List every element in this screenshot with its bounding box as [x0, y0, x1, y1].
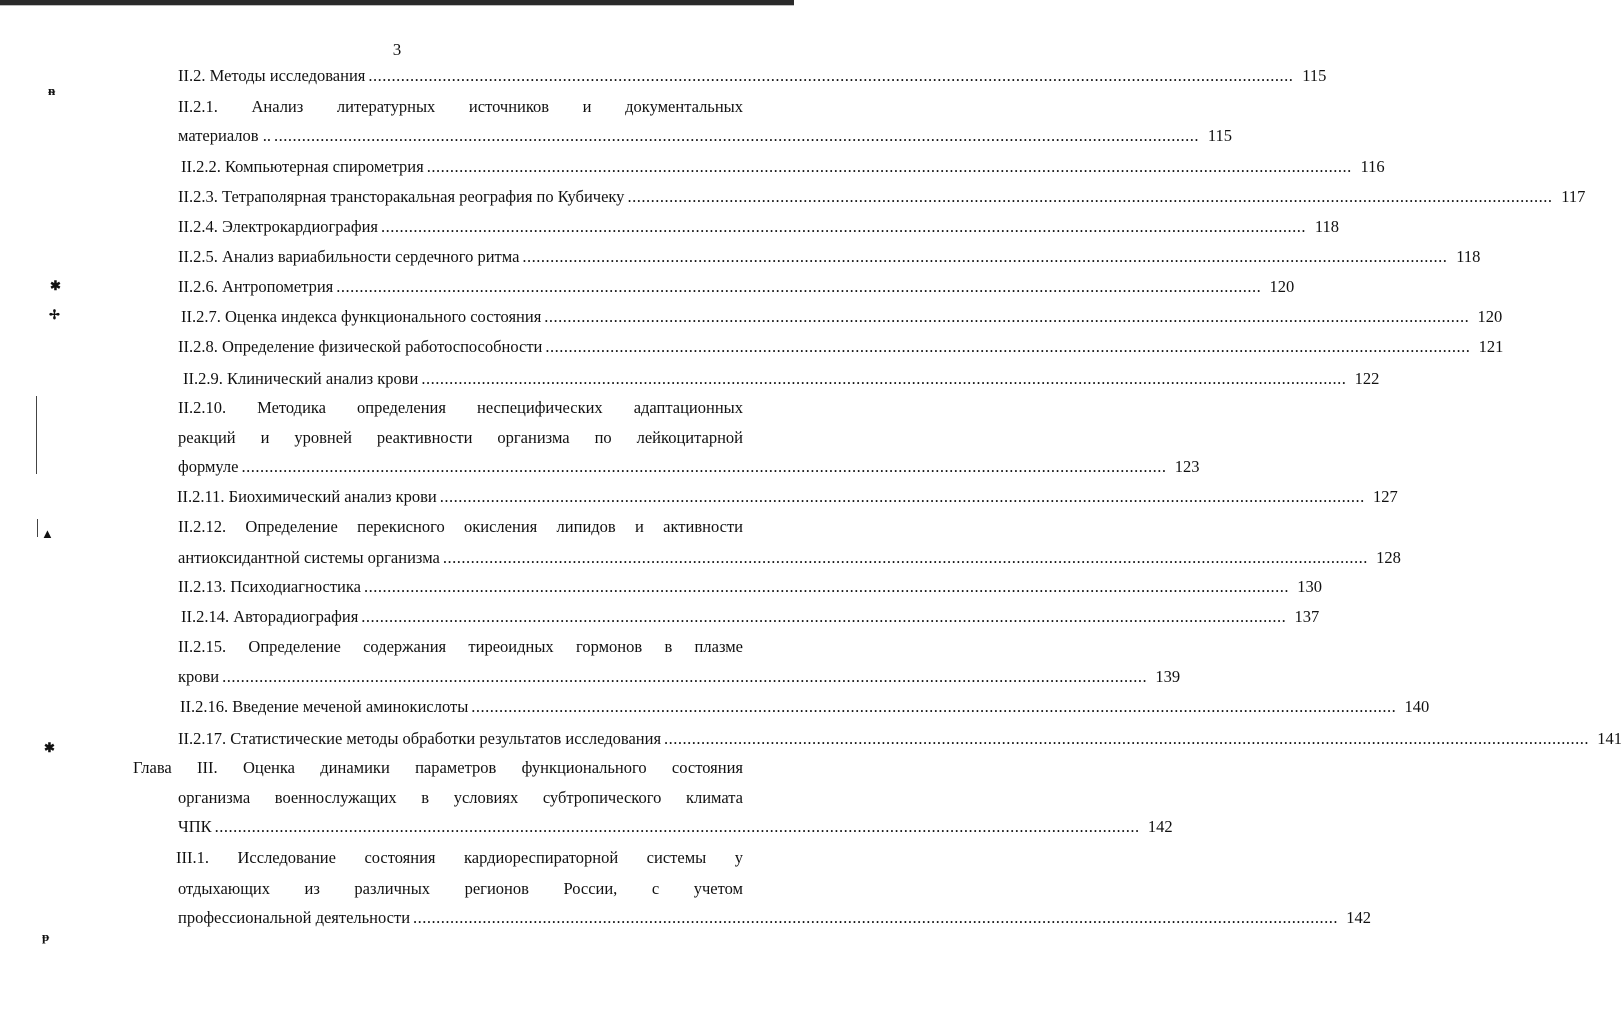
toc-entry[interactable] — [178, 185, 1586, 209]
toc-entry-title: II.2.10. Методика определения неспецифических адаптационных — [178, 398, 743, 417]
toc-entry[interactable] — [178, 546, 1401, 570]
toc-entry-page: 123 — [1174, 457, 1200, 476]
toc-entry-page: 128 — [1376, 548, 1401, 567]
toc-entry-title: II.2.16. Введение меченой аминокислоты — [180, 697, 469, 716]
toc-entry[interactable] — [178, 64, 1327, 88]
toc-entry-title: II.2.4. Электрокардиография — [178, 217, 378, 236]
leader-dots: ........................................................................................................................................................................................................ — [471, 697, 1397, 716]
toc-entry-title: II.2.14. Авторадиография — [181, 607, 359, 626]
leader-dots: ........................................................................................................................................................................................................ — [273, 126, 1199, 145]
toc-entry-page: 137 — [1294, 607, 1320, 626]
toc-entry[interactable] — [178, 727, 1622, 751]
toc-entry-line[interactable] — [178, 95, 743, 119]
scan-margin-line — [36, 396, 37, 474]
toc-entry-page: 140 — [1404, 697, 1430, 716]
toc-entry-page: 130 — [1297, 577, 1322, 596]
toc-entry-title: II.2.15. Определение содержания тиреоидных гормонов в плазме — [178, 637, 743, 656]
toc-entry-title: II.2.9. Клинический анализ крови — [183, 369, 419, 388]
toc-entry-page: 118 — [1314, 217, 1339, 236]
leader-dots: ........................................................................................................................................................................................................ — [222, 667, 1148, 686]
toc-entry-title: отдыхающих из различных регионов России, с учетом — [178, 879, 743, 898]
scan-artifact-mark: ▲ — [41, 526, 54, 541]
leader-dots: ........................................................................................................................................................................................................ — [421, 369, 1347, 388]
toc-entry-title: антиоксидантной системы организма — [178, 548, 440, 567]
scan-margin-line — [37, 519, 38, 537]
toc-entry-line[interactable] — [178, 515, 743, 539]
toc-entry[interactable] — [178, 245, 1481, 269]
toc-entry[interactable] — [178, 275, 1295, 299]
scan-artifact-mark: ᵽ — [42, 929, 50, 944]
leader-dots: ........................................................................................................................................................................................................ — [426, 157, 1352, 176]
toc-entry-title: реакций и уровней реактивности организма по лейкоцитарной — [178, 428, 743, 447]
toc-entry-title: II.2.12. Определение перекисного окисления липидов и активности — [178, 517, 743, 536]
toc-entry[interactable] — [178, 575, 1322, 599]
toc-entry-title: Глава III. Оценка динамики параметров функционального состояния — [133, 758, 743, 777]
leader-dots: ........................................................................................................................................................................................................ — [361, 607, 1287, 626]
toc-entry-title: II.2.17. Статистические методы обработки результатов исследования — [178, 729, 662, 748]
toc-entry-line[interactable] — [178, 877, 743, 901]
toc-entry-title: III.1. Исследование состояния кардиореспираторной системы у — [176, 848, 743, 867]
leader-dots: ........................................................................................................................................................................................................ — [544, 307, 1470, 326]
toc-entry-title: II.2.2. Компьютерная спирометрия — [181, 157, 424, 176]
leader-dots: ........................................................................................................................................................................................................ — [214, 817, 1140, 836]
page-number: 3 — [392, 40, 402, 59]
toc-entry-title: организма военнослужащих в условиях субтропического климата — [178, 788, 743, 807]
toc-entry-line[interactable] — [178, 635, 743, 659]
toc-entry-title: II.2.6. Антропометрия — [178, 277, 334, 296]
toc-entry-title: крови — [178, 667, 220, 686]
leader-dots: ........................................................................................................................................................................................................ — [439, 487, 1365, 506]
toc-entry[interactable] — [178, 665, 1181, 689]
toc-entry-page: 142 — [1147, 817, 1173, 836]
toc-entry-page: 120 — [1269, 277, 1295, 296]
leader-dots: ........................................................................................................................................................................................................ — [368, 66, 1294, 85]
toc-entry-page: 121 — [1478, 337, 1504, 356]
toc-entry-title: формуле — [178, 457, 239, 476]
leader-dots: ........................................................................................................................................................................................................ — [442, 548, 1368, 567]
toc-entry-page: 118 — [1456, 247, 1481, 266]
toc-entry-line[interactable] — [133, 756, 743, 780]
toc-entry-title: II.2.8. Определение физической работоспособности — [178, 337, 543, 356]
leader-dots: ........................................................................................................................................................................................................ — [664, 729, 1590, 748]
toc-entry-title: II.2.1. Анализ литературных источников и документальных — [178, 97, 743, 116]
toc-entry-line[interactable] — [176, 846, 743, 870]
leader-dots: ........................................................................................................................................................................................................ — [545, 337, 1471, 356]
toc-entry-line[interactable] — [178, 426, 743, 450]
toc-entry-page: 142 — [1346, 908, 1372, 927]
toc-entry[interactable] — [181, 155, 1385, 179]
leader-dots: ........................................................................................................................................................................................................ — [627, 187, 1553, 206]
toc-entry-title: профессиональной деятельности — [178, 908, 411, 927]
leader-dots: ........................................................................................................................................................................................................ — [413, 908, 1339, 927]
toc-entry-page: 117 — [1561, 187, 1586, 206]
toc-entry-title: II.2.7. Оценка индекса функционального состояния — [181, 307, 542, 326]
toc-entry-page: 141 — [1597, 729, 1622, 748]
toc-entry[interactable] — [177, 485, 1398, 509]
toc-entry-page: 115 — [1302, 66, 1327, 85]
toc-entry-page: 122 — [1354, 369, 1380, 388]
toc-entry-title: II.2.11. Биохимический анализ крови — [177, 487, 437, 506]
toc-entry-page: 139 — [1155, 667, 1181, 686]
toc-entry-title: II.2.5. Анализ вариабильности сердечного ритма — [178, 247, 520, 266]
toc-entry-title: II.2.3. Тетраполярная трансторакальная реография по Кубичеку — [178, 187, 625, 206]
toc-entry[interactable] — [181, 305, 1503, 329]
toc-entry[interactable] — [178, 455, 1200, 479]
toc-entry[interactable] — [183, 367, 1380, 391]
toc-entry[interactable] — [178, 215, 1339, 239]
scan-artifact-mark: ✢ — [49, 307, 60, 322]
toc-entry-page: 116 — [1360, 157, 1385, 176]
toc-entry[interactable] — [178, 124, 1232, 148]
leader-dots: ........................................................................................................................................................................................................ — [241, 457, 1167, 476]
toc-entry[interactable] — [178, 906, 1372, 930]
toc-entry-page: 120 — [1477, 307, 1503, 326]
toc-entry-title: II.2.13. Психодиагностика — [178, 577, 361, 596]
leader-dots: ........................................................................................................................................................................................................ — [380, 217, 1306, 236]
toc-entry-title: ЧПК — [178, 817, 212, 836]
toc-entry-line[interactable] — [178, 396, 743, 420]
toc-entry[interactable] — [180, 695, 1430, 719]
toc-entry[interactable] — [181, 605, 1320, 629]
toc-entry-title: II.2. Методы исследования — [178, 66, 366, 85]
toc-entry-title: материалов .. — [178, 126, 271, 145]
leader-dots: ........................................................................................................................................................................................................ — [336, 277, 1262, 296]
leader-dots: ........................................................................................................................................................................................................ — [522, 247, 1448, 266]
toc-entry[interactable] — [178, 815, 1173, 839]
toc-entry-line[interactable] — [178, 786, 743, 810]
leader-dots: ........................................................................................................................................................................................................ — [363, 577, 1289, 596]
toc-entry[interactable] — [178, 335, 1504, 359]
toc-entry-page: 115 — [1207, 126, 1232, 145]
scan-artifact-mark: ᵰ — [48, 83, 56, 98]
toc-entry-page: 127 — [1373, 487, 1398, 506]
scan-artifact-mark: ✱ — [50, 278, 61, 293]
scan-artifact-mark: ✱ — [44, 740, 55, 755]
